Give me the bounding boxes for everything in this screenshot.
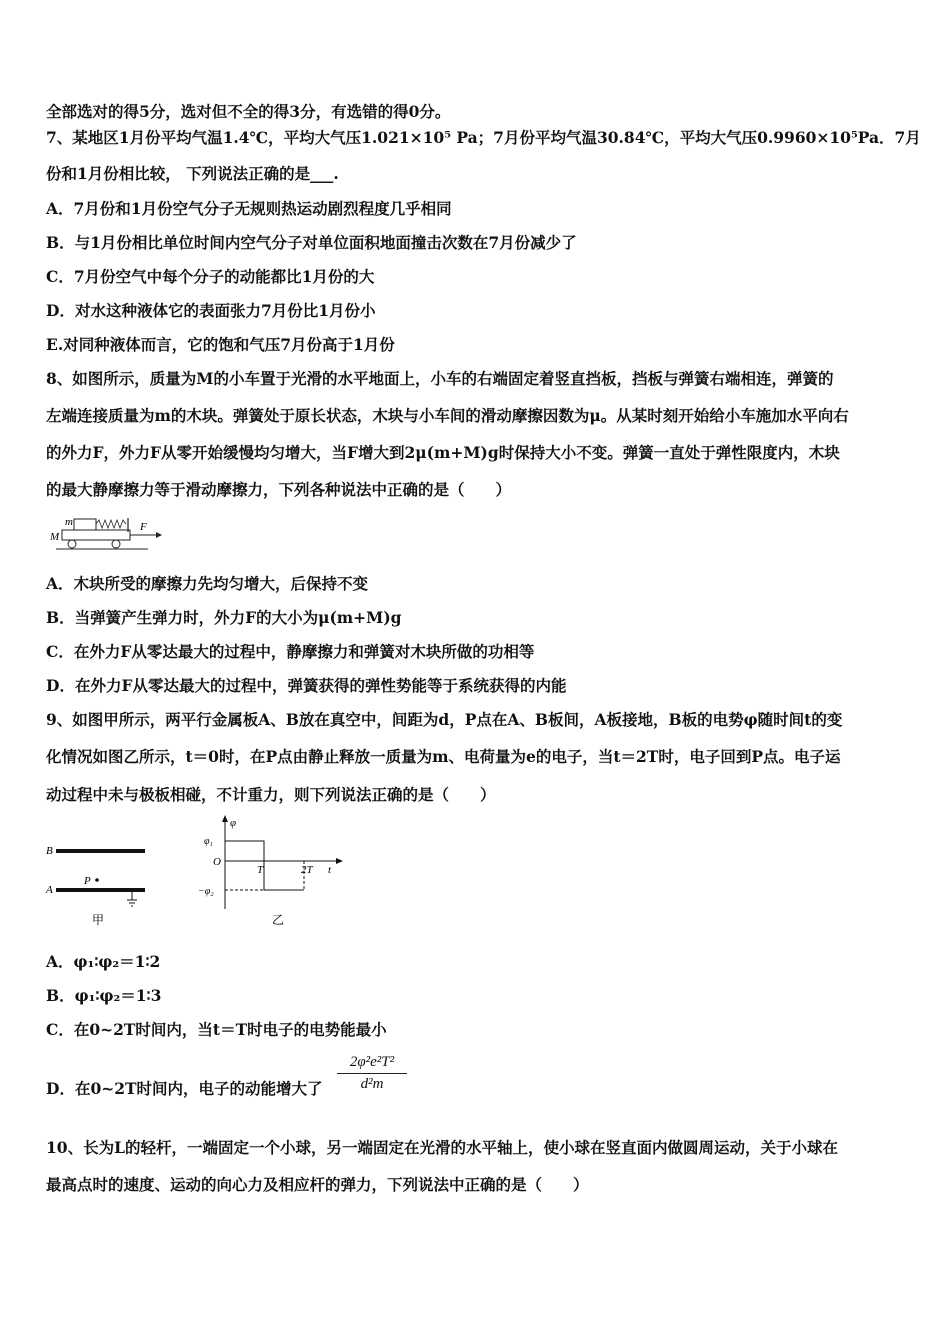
- figure-cart-spring: [48, 512, 168, 556]
- option-b: B．与1月份相比单位时间内空气分子对单位面积地面撞击次数在7月份减少了: [46, 233, 577, 252]
- question-9-line-1: 9、如图甲所示，两平行金属板A、B放在真空中，间距为d，P点在A、B板间，A板接地，B板的电势φ随时间t的变: [46, 710, 843, 729]
- question-8-line-4: 的最大静摩擦力等于滑动摩擦力，下列各种说法中正确的是（ ）: [46, 480, 512, 499]
- fraction-numerator: 2φ²e²T²: [337, 1054, 407, 1074]
- label-m: m: [65, 516, 73, 528]
- question-9-line-3: 动过程中未与极板相碰，不计重力，则下列说法正确的是（ ）: [46, 785, 496, 804]
- axis-label-t: t: [328, 864, 332, 876]
- label-plate-B: B: [46, 845, 53, 857]
- question-8-line-2: 左端连接质量为m的木块。弹簧处于原长状态，木块与小车间的滑动摩擦因数为μ。从某时刻开始给小车施加水平向右: [46, 406, 849, 425]
- question-8-line-1: 8、如图所示，质量为M的小车置于光滑的水平地面上，小车的右端固定着竖直挡板，挡板与弹簧右端相连，弹簧的: [46, 369, 834, 388]
- caption-yi: 乙: [272, 913, 285, 927]
- axis-label-phi: φ: [230, 817, 237, 829]
- text-line: 全部选对的得5分，选对但不全的得3分，有选错的得0分。: [46, 102, 451, 121]
- option-a: A．φ₁∶φ₂＝1∶2: [46, 952, 161, 971]
- option-b: B．φ₁∶φ₂＝1∶3: [46, 986, 162, 1005]
- option-e: E.对同种液体而言，它的饱和气压7月份高于1月份: [46, 335, 395, 354]
- option-c: C．在0~2T时间内，当t＝T时电子的电势能最小: [46, 1020, 387, 1039]
- fraction-denominator: d²m: [360, 1076, 384, 1092]
- option-a: A．木块所受的摩擦力先均匀增大，后保持不变: [46, 574, 369, 593]
- tick-phi1: φ₁: [204, 836, 214, 847]
- tick-neg-phi2: −φ₂: [198, 886, 214, 897]
- label-M: M: [50, 531, 60, 543]
- option-d: D．在0~2T时间内，电子的动能增大了: [46, 1079, 323, 1098]
- option-d: D．在外力F从零达最大的过程中，弹簧获得的弹性势能等于系统获得的内能: [46, 676, 567, 695]
- label-F: F: [140, 521, 147, 533]
- question-7-line-2: 份和1月份相比较， 下列说法正确的是___.: [46, 164, 339, 183]
- tick-T: T: [257, 864, 264, 876]
- figure-parallel-plates: [44, 836, 154, 932]
- question-10-line-1: 10、长为L的轻杆，一端固定一个小球，另一端固定在光滑的水平轴上，使小球在竖直面内做圆周运动，关于小球在: [46, 1138, 838, 1157]
- question-10-line-2: 最高点时的速度、运动的向心力及相应杆的弹力，下列说法中正确的是（ ）: [46, 1175, 589, 1194]
- question-8-line-3: 的外力F，外力F从零开始缓慢均匀增大，当F增大到2μ(m+M)g时保持大小不变。弹簧一直处于弹性限度内，木块: [46, 443, 840, 462]
- option-c: C．7月份空气中每个分子的动能都比1月份的大: [46, 267, 375, 286]
- option-c: C．在外力F从零达最大的过程中，静摩擦力和弹簧对木块所做的功相等: [46, 642, 535, 661]
- kinetic-energy-fraction: [337, 1054, 407, 1093]
- option-d: D．对水这种液体它的表面张力7月份比1月份小: [46, 301, 376, 320]
- label-plate-A: A: [46, 884, 53, 896]
- question-9-line-2: 化情况如图乙所示，t＝0时，在P点由静止释放一质量为m、电荷量为e的电子，当t＝2T时，电子回到P点。电子运: [46, 747, 841, 766]
- figure-potential-graph: [196, 814, 346, 934]
- option-a: A．7月份和1月份空气分子无规则热运动剧烈程度几乎相同: [46, 199, 452, 218]
- origin-label: O: [213, 856, 221, 868]
- tick-2T: 2T: [301, 864, 313, 876]
- caption-jia: 甲: [92, 913, 105, 927]
- question-7-line-1: 7、某地区1月份平均气温1.4℃，平均大气压1.021×10⁵ Pa；7月份平均气温30.84℃，平均大气压0.9960×10⁵Pa．7月: [46, 128, 921, 147]
- label-point-P: P: [84, 875, 91, 887]
- option-b: B．当弹簧产生弹力时，外力F的大小为μ(m+M)g: [46, 608, 402, 627]
